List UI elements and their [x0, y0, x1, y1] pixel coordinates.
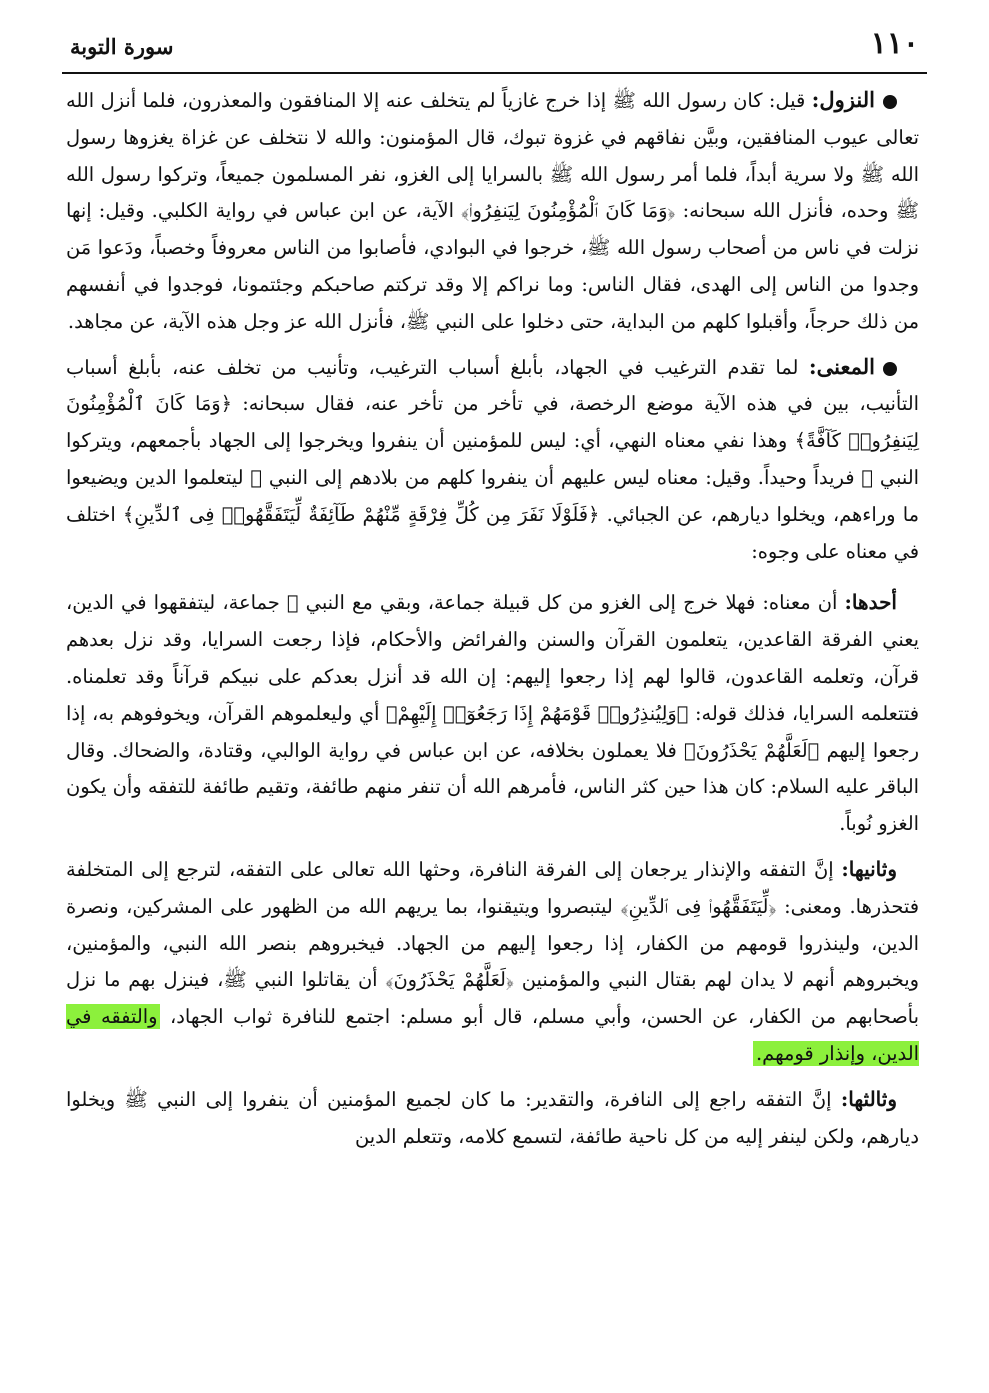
bullet-icon	[883, 95, 897, 109]
section-text: أن معناه: فهلا خرج إلى الغزو من كل قبيلة جماعة، وبقي مع النبي ﷺ جماعة، ليتفقهوا في الدين، يعني الفرقة القاعدين، يتعلمون القرآن والسنن والفرائض والأحكام، فإذا رجعت السرايا، وقد نزل بعدهم قرآن، وتعلمه القاعدون، قالوا لهم إذا رجعوا إليهم: إن الله قد أنزل بعدكم على نبيكم قرآناً وقد تعلمناه. فتتعلمه السرايا، فذلك قوله: ﴿وَلِيُنذِرُوا۟ قَوْمَهُمْ إِذَا رَجَعُوٓا۟ إِلَيْهِمْ﴾ أي وليعلموهم القرآن، ويخوفوهم به، إذا رجعوا إليهم ﴿لَعَلَّهُمْ يَحْذَرُونَ﴾ فلا يعملون بخلافه، عن ابن عباس في رواية الوالبي، وقتادة، والضحاك. وقال الباقر عليه السلام: كان هذا حين كثر الناس، فأمرهم الله أن تنفر منهم طائفة، وتقيم طائفة للتفقه وأن يكون الغزو نُوباً.	[66, 591, 919, 836]
page-number: ١١٠	[870, 26, 919, 61]
page-header	[62, 28, 927, 74]
section-first-view	[66, 584, 919, 843]
section-maana	[66, 349, 919, 571]
paragraph-third-view	[66, 1081, 919, 1156]
section-text: لما تقدم الترغيب في الجهاد، بأبلغ أسباب الترغيب، وتأنيب من تخلف عنه، بأبلغ أسباب التأنيب، بين في هذه الآية موضع الرخصة، في تأخر من تأخر عنه، فقال سبحانه: ﴿وَمَا كَانَ ٱلْمُؤْمِنُونَ لِيَنفِرُوا۟ كَآفَّةً﴾ وهذا نفي معناه النهي، أي: ليس للمؤمنين أن ينفروا ويخرجوا إلى الجهاد بأجمعهم، ويتركوا النبي ﷺ فريداً وحيداً. وقيل: معناه ليس عليهم أن ينفروا كلهم من بلادهم إلى النبي ﷺ ليتعلموا الدين ويضيعوا ما وراءهم، ويخلوا ديارهم، عن الجبائي. ﴿فَلَوْلَا نَفَرَ مِن كُلِّ فِرْقَةٍ مِّنْهُمْ طَآئِفَةٌ لِّيَتَفَقَّهُوا۟ فِى ٱلدِّينِ﴾ اختلف في معناه على وجوه:	[66, 355, 919, 563]
section-third-view	[66, 1081, 919, 1156]
body-text	[66, 82, 919, 1163]
bullet-icon	[883, 362, 897, 376]
paragraph-second-view	[66, 851, 919, 1073]
surah-title: سورة التوبة	[70, 34, 174, 59]
section-heading: أحدها:	[844, 590, 897, 615]
section-heading: النزول:	[811, 87, 875, 112]
section-text: إنَّ التفقه والإنذار يرجعان إلى الفرقة النافرة، وحثها الله تعالى على التفقه، لترجع إلى المتخلفة فتحذرها. ومعنى: ﴿لِّيَتَفَقَّهُوا۟ فِى ٱلدِّينِ﴾ ليتبصروا ويتيقنوا، بما يريهم الله من الظهور على المشركين، ونصرة الدين، ولينذروا قومهم من الكفار، إذا رجعوا إليهم من الجهاد. فيخبروهم بنصر الله النبي، والمؤمنين، ويخبروهم أنهم لا يدان لهم بقتال النبي والمؤمنين ﴿لَعَلَّهُمْ يَحْذَرُونَ﴾ أن يقاتلوا النبي ﷺ، فينزل بهم ما نزل بأصحابهم من الكفار، عن الحسن، وأبي مسلم، قال أبو مسلم: اجتمع للنافرة ثواب الجهاد،	[66, 857, 919, 1029]
paragraph-first-view	[66, 584, 919, 843]
section-heading: وثانيها:	[841, 856, 897, 881]
paragraph-maana	[66, 349, 919, 571]
highlighted-text: والتفقه في الدين، وإنذار قومهم.	[66, 1005, 919, 1065]
section-heading: وثالثها:	[840, 1086, 897, 1111]
section-second-view	[66, 851, 919, 1073]
section-text: إنَّ التفقه راجع إلى النافرة، والتقدير: ما كان لجميع المؤمنين أن ينفروا إلى النبي ﷺ ويخلوا ديارهم، ولكن لينفر إليه من كل ناحية طائفة، لتسمع كلامه، وتتعلم الدين	[66, 1087, 919, 1148]
section-text: قيل: كان رسول الله ﷺ إذا خرج غازياً لم يتخلف عنه إلا المنافقون والمعذرون، فلما أنزل الله تعالى عيوب المنافقين، وبيَّن نفاقهم في غزوة تبوك، قال المؤمنون: والله لا نتخلف عن غزاة يغزوها رسول الله ﷺ ولا سرية أبداً، فلما أمر رسول الله ﷺ بالسرايا إلى الغزو، نفر المسلمون جميعاً، وتركوا رسول الله ﷺ وحده، فأنزل الله سبحانه: ﴿وَمَا كَانَ ٱلْمُؤْمِنُونَ لِيَنفِرُوا۟﴾ الآية، عن ابن عباس في رواية الكلبي. وقيل: إنها نزلت في ناس من أصحاب رسول الله ﷺ، خرجوا في البوادي، فأصابوا من الناس معروفاً وخصباً، ودَعوا مَن وجدوا من الناس إلى الهدى، فقال الناس: وما نراكم إلا وقد تركتم صاحبكم وجئتمونا، فوجدوا في أنفسهم من ذلك حرجاً، وأقبلوا كلهم من البداية، حتى دخلوا على النبي ﷺ، فأنزل الله عز وجل هذه الآية، عن مجاهد.	[66, 89, 919, 333]
section-heading: المعنى:	[808, 353, 875, 379]
paragraph-nuzul	[66, 82, 919, 341]
section-nuzul	[66, 82, 919, 341]
